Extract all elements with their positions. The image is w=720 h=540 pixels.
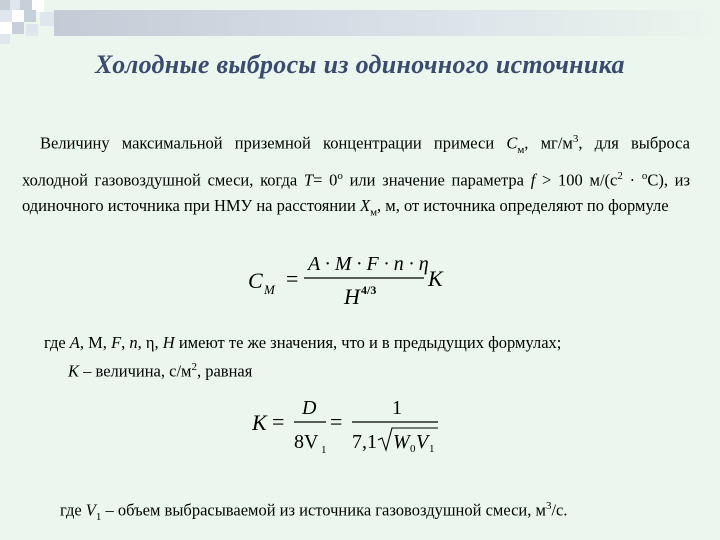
where3-text-3: /с.	[551, 500, 568, 520]
intro-text-8: С), из одиночного источника при НМУ на расстоянии	[22, 170, 691, 216]
intro-text-2: , мг/м	[524, 133, 573, 153]
where2-text-2: , равная	[196, 361, 253, 381]
formula2-den2-coef: 7,1	[352, 431, 377, 453]
where1-a: A	[69, 333, 80, 352]
intro-text-1: Величину максимальной приземной концентрации примеси	[40, 133, 507, 153]
formula2-den1: 8V	[294, 431, 319, 453]
where3-v-sub: 1	[95, 510, 102, 523]
where2-k: K	[68, 361, 80, 381]
formula1-numerator: A · M · F · n · η	[308, 253, 429, 275]
intro-paragraph	[22, 126, 690, 226]
formula2-num1: D	[302, 397, 317, 419]
cm-symbol: C	[506, 133, 518, 153]
formula1-tail: K	[428, 266, 443, 291]
formula-cm	[248, 250, 468, 317]
where-line-3	[60, 494, 700, 529]
where-line-1	[44, 331, 704, 355]
formula1-lhs-sub: M	[264, 282, 275, 297]
where3-text-1: где	[60, 500, 86, 520]
cube-superscript: 3	[572, 133, 579, 145]
where1-text-2: , М,	[79, 333, 112, 352]
formula1-den-sup: 4/3	[361, 283, 377, 297]
where1-text-5: имеют те же значения, что и в предыдущих формулах;	[174, 333, 562, 352]
intro-text-3: , для выброса холодной газовоздушной смеси, когда	[22, 133, 690, 190]
where3-text-2: – объем выбрасываемой из источника газовоздушной смеси, м	[101, 500, 546, 520]
f-symbol: f	[530, 170, 536, 190]
formula2-eq2: =	[330, 409, 343, 434]
degree-superscript: о	[337, 169, 343, 182]
where3-sup: 3	[545, 500, 552, 512]
intro-text-4: = 0	[313, 170, 338, 190]
where-line-2	[68, 355, 708, 384]
where1-h: H	[162, 333, 175, 352]
intro-text-5: или значение параметра	[342, 170, 531, 190]
where1-n: n	[129, 333, 138, 352]
formula2-w-sub: 0	[410, 443, 416, 455]
t-symbol: T	[303, 170, 314, 190]
intro-text-6: > 100 м/(с	[535, 170, 618, 190]
where1-text-3: ,	[121, 333, 130, 352]
formula2-num2: 1	[392, 397, 402, 419]
formula1-lhs: C	[248, 268, 263, 293]
formula-k	[252, 392, 452, 463]
header-band	[54, 10, 720, 36]
formula1-denominator: H	[344, 284, 360, 309]
where2-sup: 2	[191, 361, 197, 373]
formula2-w: W	[393, 431, 410, 453]
formula2-den1-sub: 1	[321, 444, 327, 456]
formula2-lhs: K	[252, 410, 267, 435]
xm-symbol: X	[359, 196, 371, 216]
formula1-eq: =	[286, 266, 299, 291]
intro-text-7: ·	[622, 170, 642, 190]
where1-text-1: где	[44, 333, 70, 352]
square-superscript: 2	[617, 169, 623, 182]
cm-subscript: м	[517, 143, 525, 156]
where1-f: F	[111, 333, 122, 352]
where3-v: V	[85, 500, 96, 520]
xm-subscript: м	[370, 206, 378, 219]
slide-title: Холодные выбросы из одиночного источника	[95, 50, 625, 79]
where2-text-1: – величина, с/м	[79, 361, 192, 381]
formula2-v: V	[416, 431, 429, 453]
degree-superscript-2: о	[641, 169, 648, 182]
formula2-v-sub: 1	[429, 443, 435, 455]
formula2-eq1: =	[272, 409, 285, 434]
where1-text-4: , η,	[137, 333, 163, 352]
intro-text-9: , м, от источника определяют по формуле	[377, 196, 669, 216]
